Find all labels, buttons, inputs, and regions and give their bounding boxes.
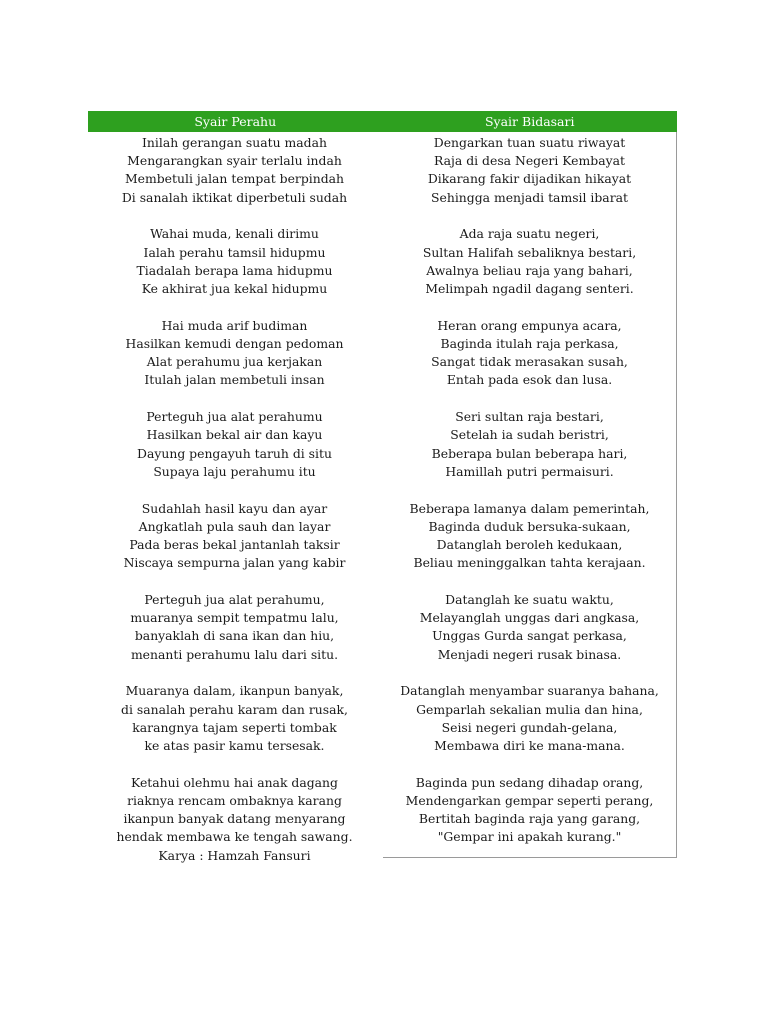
bidasari-verse-line: Baginda pun sedang dihadap orang, [415,774,644,790]
perahu-verse-line: Ke akhirat jua kekal hidupmu [141,281,328,297]
bidasari-verse-line: Seisi negeri gundah-gelana, [441,719,618,735]
perahu-verse-line: muaranya sempit tempatmu lalu, [130,610,339,626]
perahu-verse-line: Perteguh jua alat perahumu, [144,592,325,608]
bidasari-verse-line: Datanglah beroleh kedukaan, [436,537,623,553]
bidasari-verse-line: Membawa diri ke mana-mana. [434,738,625,754]
bidasari-verse-line: Bertitah baginda raja yang garang, [418,811,641,827]
perahu-stanza [88,317,381,390]
table-header-row [88,111,677,132]
bidasari-verse-line: Setelah ia sudah beristri, [450,427,609,443]
perahu-stanza [88,408,381,481]
bidasari-verse-line: Hamillah putri permaisuri. [445,463,614,479]
perahu-verse-line: Sudahlah hasil kayu dan ayar [141,500,328,516]
perahu-verse-line: Dayung pengayuh taruh di situ [137,445,332,461]
perahu-stanza [88,774,381,865]
perahu-verse-line: Pada beras bekal jantanlah taksir [129,537,340,553]
bidasari-verse-line: Seri sultan raja bestari, [455,409,604,425]
bidasari-stanza [383,500,676,573]
bidasari-verse-line: Sultan Halifah sebaliknya bestari, [422,244,637,260]
bidasari-verse-line: Datanglah ke suatu waktu, [445,592,614,608]
perahu-verse-line: hendak membawa ke tengah sawang. [116,829,353,845]
bidasari-verse-line: Melimpah ngadil dagang senteri. [425,281,634,297]
perahu-verse-line: Karya : Hamzah Fansuri [158,847,311,863]
header-syair-bidasari: Syair Bidasari [484,114,575,129]
bidasari-verse-line: Menjadi negeri rusak binasa. [437,646,622,662]
perahu-verse-line: ke atas pasir kamu tersesak. [144,738,325,754]
bidasari-stanza [383,317,676,390]
bidasari-verse-line: Beliau meninggalkan tahta kerajaan. [413,555,646,571]
perahu-verse-line: banyaklah di sana ikan dan hiu, [134,628,335,644]
syair-bidasari-column [383,132,677,858]
perahu-verse-line: Itulah jalan membetuli insan [144,372,325,388]
perahu-verse-line: Muaranya dalam, ikanpun banyak, [125,683,344,699]
perahu-verse-line: Hai muda arif budiman [161,317,308,333]
perahu-verse-line: Ialah perahu tamsil hidupmu [143,244,326,260]
perahu-verse-line: Wahai muda, kenali dirimu [150,226,319,242]
perahu-verse-line: Alat perahumu jua kerjakan [146,354,323,370]
bidasari-verse-line: Mendengarkan gempar seperti perang, [405,793,654,809]
bidasari-verse-line: Dengarkan tuan suatu riwayat [433,135,626,150]
bidasari-verse-line: Ada raja suatu negeri, [459,226,600,242]
bidasari-verse-line: Beberapa bulan beberapa hari, [431,445,628,461]
perahu-verse-line: Hasilkan bekal air dan kayu [146,427,323,443]
perahu-verse-line: Tiadalah berapa lama hidupmu [136,262,333,278]
bidasari-verse-line: Baginda duduk bersuka-sukaan, [428,518,631,534]
perahu-stanza [88,134,381,207]
perahu-verse-line: Perteguh jua alat perahumu [146,409,323,425]
perahu-verse-line: Di sanalah iktikat diperbetuli sudah [121,189,348,205]
perahu-verse-line: Mengarangkan syair terlalu indah [127,153,342,169]
bidasari-verse-line: Baginda itulah raja perkasa, [440,336,619,352]
perahu-verse-line: ikanpun banyak datang menyarang [123,811,346,827]
bidasari-verse-line: Melayanglah unggas dari angkasa, [419,610,640,626]
bidasari-stanza [383,682,676,755]
bidasari-verse-line: Heran orang empunya acara, [437,317,622,333]
bidasari-verse-line: Gemparlah sekalian mulia dan hina, [416,701,643,717]
bidasari-verse-line: "Gempar ini apakah kurang." [437,829,622,845]
perahu-verse-line: menanti perahumu lalu dari situ. [130,646,339,662]
perahu-verse-line: riaknya rencam ombaknya karang [127,793,342,809]
bidasari-stanza [383,225,676,298]
bidasari-verse-line: Dikarang fakir dijadikan hikayat [427,171,632,187]
header-syair-perahu: Syair Perahu [194,114,277,129]
perahu-verse-line: Hasilkan kemudi dengan pedoman [125,336,344,352]
bidasari-stanza [383,774,676,847]
perahu-stanza [88,591,381,664]
perahu-verse-line: Niscaya sempurna jalan yang kabir [123,555,346,571]
perahu-stanza [88,225,381,298]
perahu-verse-line: Membetuli jalan tempat berpindah [124,171,344,187]
bidasari-stanza [383,134,676,207]
perahu-verse-line: Inilah gerangan suatu madah [142,135,327,150]
perahu-stanza [88,500,381,573]
bidasari-verse-line: Beberapa lamanya dalam pemerintah, [409,500,650,516]
perahu-verse-line: Angkatlah pula sauh dan layar [138,518,331,534]
bidasari-verse-line: Awalnya beliau raja yang bahari, [426,262,633,278]
table-body-row [88,132,677,865]
bidasari-verse-line: Raja di desa Negeri Kembayat [434,153,625,169]
perahu-stanza [88,682,381,755]
bidasari-verse-line: Sehingga menjadi tamsil ibarat [431,189,628,205]
bidasari-stanza [383,591,676,664]
perahu-verse-line: Supaya laju perahumu itu [153,463,316,479]
syair-perahu-column [88,132,383,865]
bidasari-verse-line: Entah pada esok dan lusa. [446,372,613,388]
poem-table [88,111,677,865]
perahu-verse-line: di sanalah perahu karam dan rusak, [121,701,348,717]
perahu-verse-line: karangnya tajam seperti tombak [132,719,337,735]
bidasari-verse-line: Sangat tidak merasakan susah, [431,354,628,370]
bidasari-stanza [383,408,676,481]
perahu-verse-line: Ketahui olehmu hai anak dagang [131,774,338,790]
bidasari-verse-line: Unggas Gurda sangat perkasa, [432,628,627,644]
bidasari-verse-line: Datanglah menyambar suaranya bahana, [400,683,659,699]
